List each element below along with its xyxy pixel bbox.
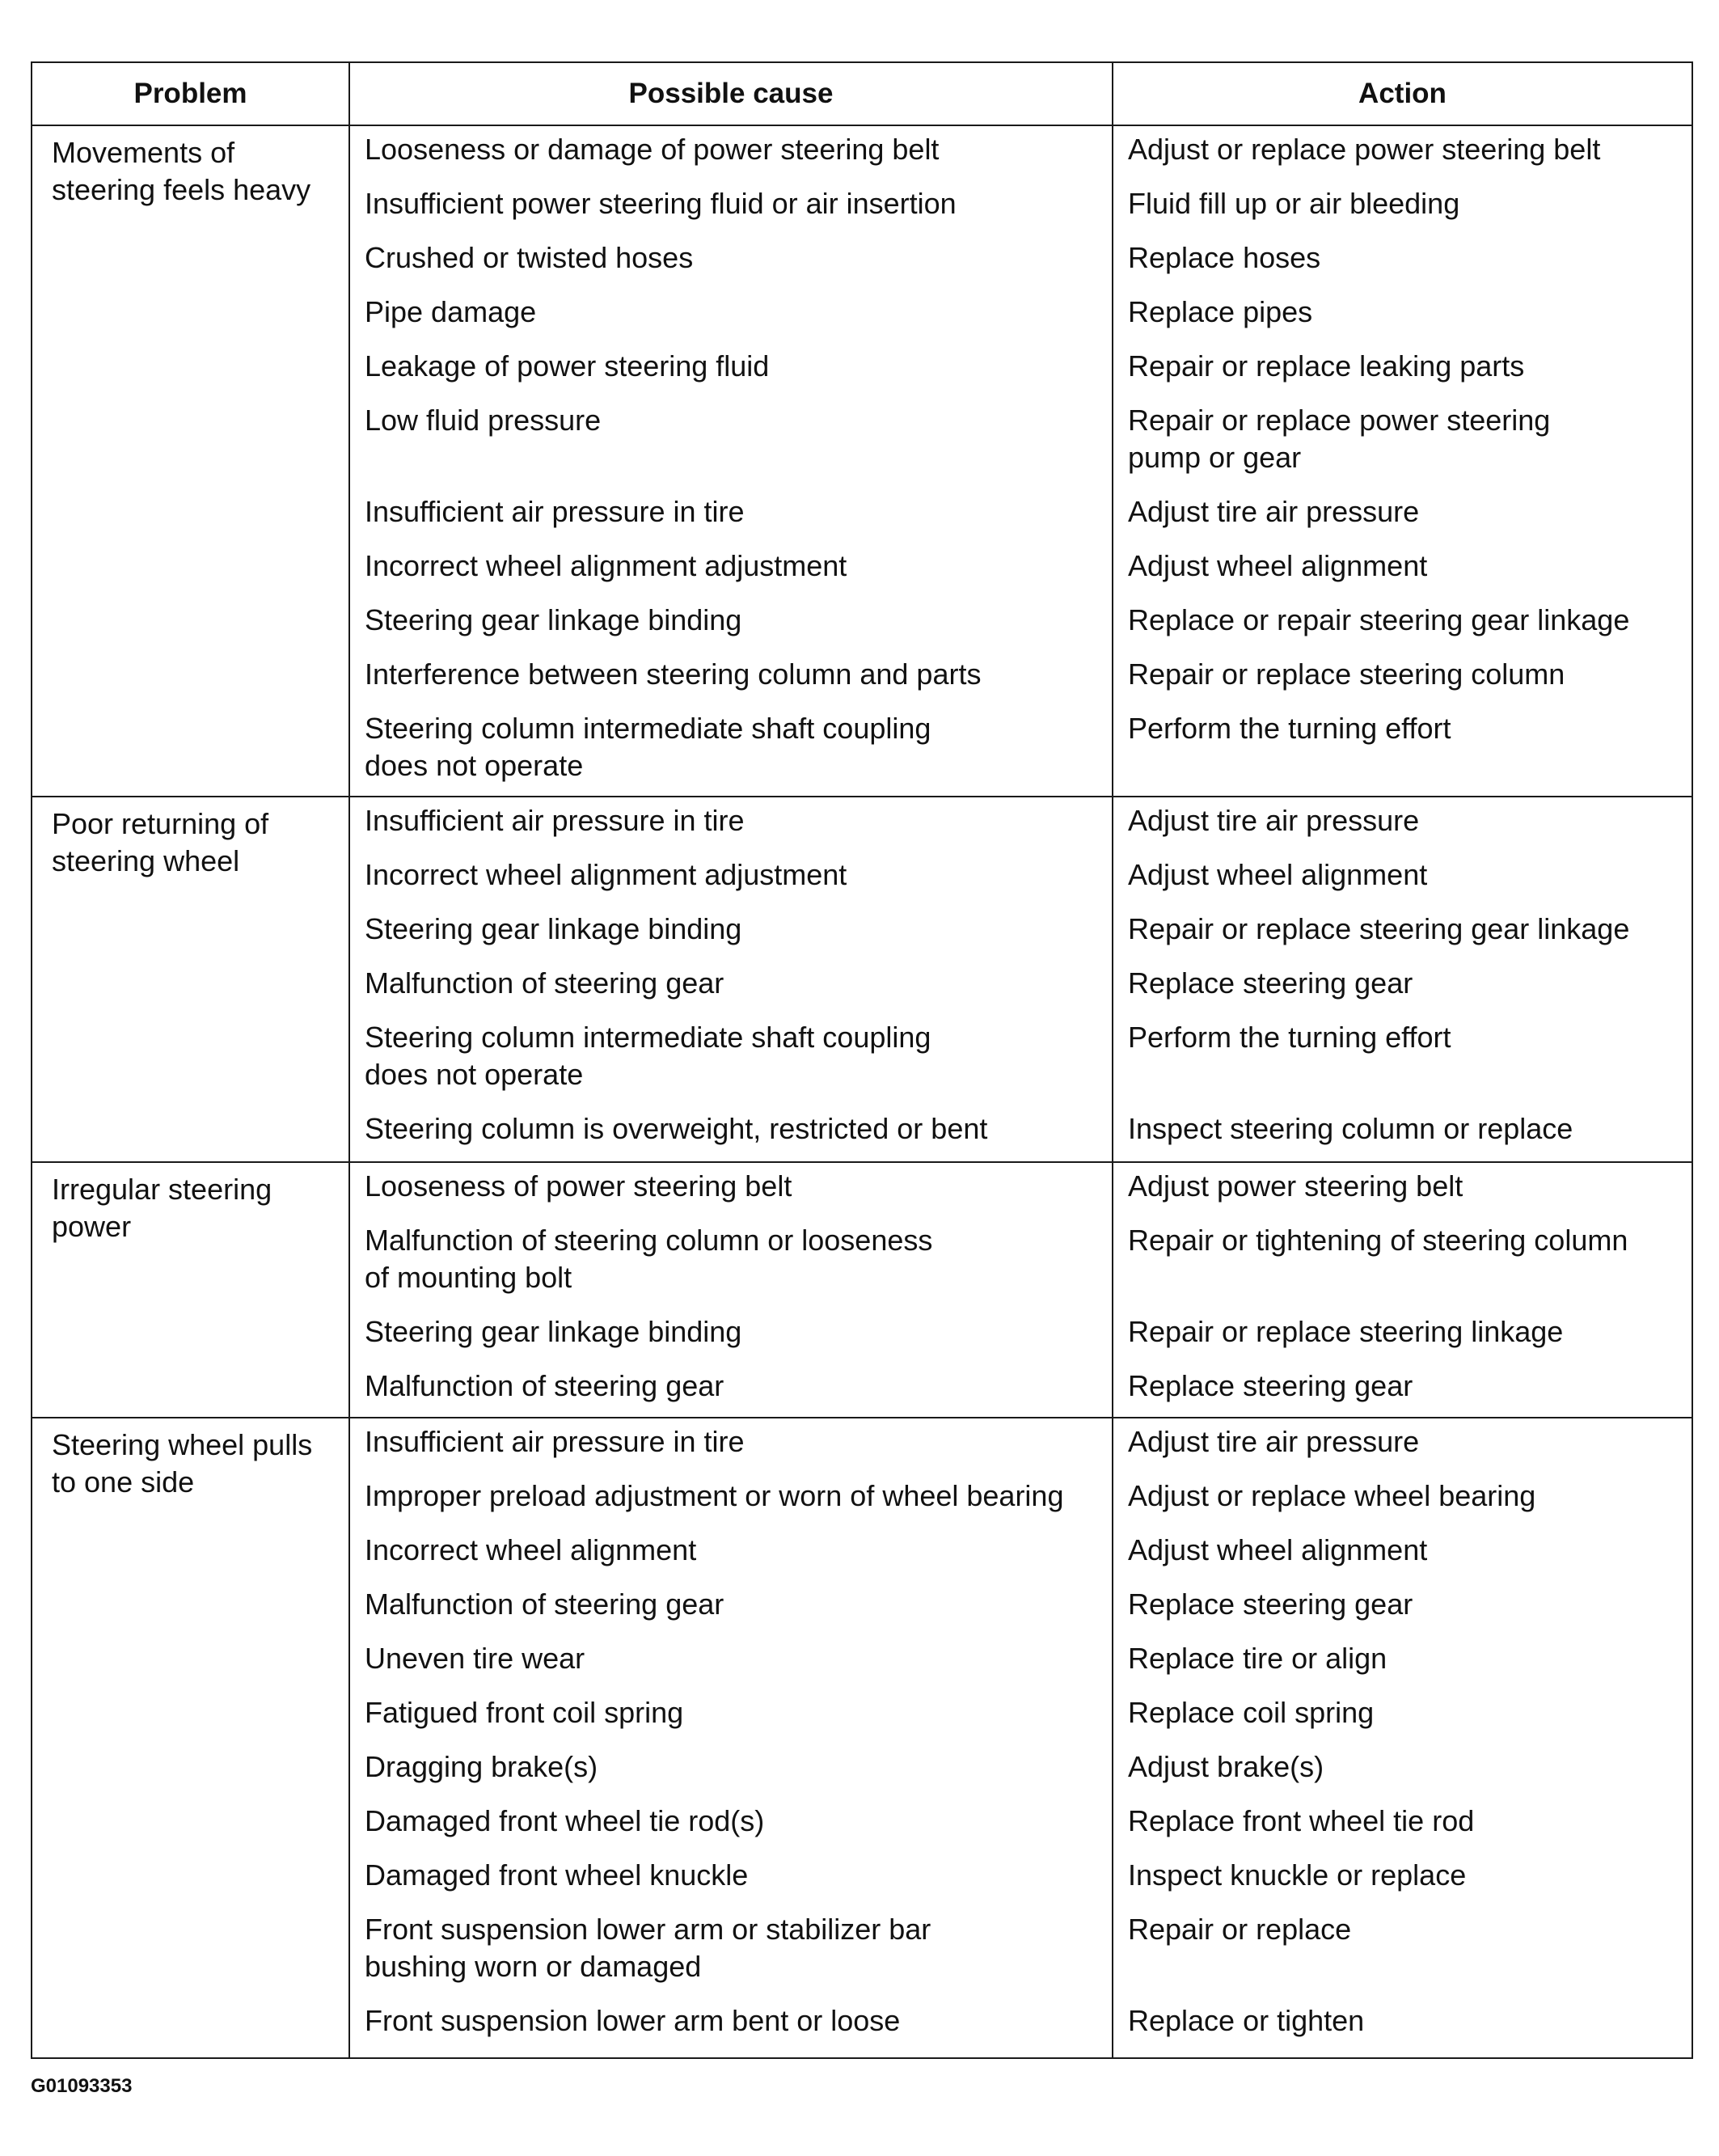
action-item: Adjust brake(s) xyxy=(1128,1750,1324,1783)
cause-item: Malfunction of steering gear xyxy=(365,1369,724,1402)
action-item: Repair or replace power steering pump or gear xyxy=(1128,404,1551,474)
header-possible-cause: Possible cause xyxy=(349,62,1113,125)
action-item: Repair or replace steering gear linkage xyxy=(1128,912,1630,945)
action-item: Replace pipes xyxy=(1128,295,1313,328)
action-item: Repair or replace leaking parts xyxy=(1128,349,1525,383)
cause-item: Uneven tire wear xyxy=(365,1642,585,1675)
action-item: Replace steering gear xyxy=(1128,966,1413,1000)
cause-item: Malfunction of steering column or looseness of mounting bolt xyxy=(365,1224,933,1294)
cause-item: Leakage of power steering fluid xyxy=(365,349,770,383)
cause-item: Insufficient power steering fluid or air insertion xyxy=(365,187,957,220)
cause-item: Incorrect wheel alignment adjustment xyxy=(365,549,847,582)
cause-item: Steering column intermediate shaft coupling does not operate xyxy=(365,1021,931,1091)
header-row xyxy=(32,62,1692,125)
action-item: Perform the turning effort xyxy=(1128,712,1451,745)
action-item: Replace tire or align xyxy=(1128,1642,1387,1675)
action-item: Replace or tighten xyxy=(1128,2004,1365,2037)
group-row-irregular-power xyxy=(32,1162,1692,1418)
action-item: Perform the turning effort xyxy=(1128,1021,1451,1054)
cause-item: Steering column intermediate shaft coupling does not operate xyxy=(365,712,931,782)
cause-cell xyxy=(349,797,1113,1162)
action-item: Repair or replace steering column xyxy=(1128,657,1565,691)
action-item: Repair or replace xyxy=(1128,1913,1352,1946)
action-item: Adjust wheel alignment xyxy=(1128,858,1428,891)
action-item: Replace steering gear xyxy=(1128,1369,1413,1402)
cause-item: Low fluid pressure xyxy=(365,404,602,437)
cause-item: Steering gear linkage binding xyxy=(365,603,742,636)
cause-item: Damaged front wheel knuckle xyxy=(365,1858,749,1892)
action-item: Adjust tire air pressure xyxy=(1128,1425,1420,1458)
problem-cell: Movements of steering feels heavy xyxy=(32,125,349,797)
cause-cell xyxy=(349,1162,1113,1418)
cause-item: Improper preload adjustment or worn of wheel bearing xyxy=(365,1479,1064,1512)
troubleshooting-table xyxy=(31,61,1693,2059)
cause-item: Incorrect wheel alignment xyxy=(365,1533,697,1566)
cause-item: Pipe damage xyxy=(365,295,537,328)
action-item: Fluid fill up or air bleeding xyxy=(1128,187,1460,220)
cause-cell xyxy=(349,125,1113,797)
problem-cell: Irregular steering power xyxy=(32,1162,349,1418)
action-item: Replace coil spring xyxy=(1128,1696,1375,1729)
action-cell xyxy=(1113,1162,1692,1418)
action-item: Adjust or replace power steering belt xyxy=(1128,133,1601,166)
cause-item: Fatigued front coil spring xyxy=(365,1696,684,1729)
cause-item: Interference between steering column and parts xyxy=(365,657,982,691)
table-body xyxy=(32,125,1692,2058)
action-item: Adjust or replace wheel bearing xyxy=(1128,1479,1536,1512)
action-item: Repair or replace steering linkage xyxy=(1128,1315,1564,1348)
group-row-poor-returning xyxy=(32,797,1692,1162)
action-item: Repair or tightening of steering column xyxy=(1128,1224,1628,1257)
action-item: Adjust wheel alignment xyxy=(1128,1533,1428,1566)
problem-cell: Steering wheel pulls to one side xyxy=(32,1418,349,2058)
action-item: Inspect knuckle or replace xyxy=(1128,1858,1467,1892)
action-item: Replace hoses xyxy=(1128,241,1321,274)
action-item: Adjust wheel alignment xyxy=(1128,549,1428,582)
cause-cell xyxy=(349,1418,1113,2058)
action-cell xyxy=(1113,1418,1692,2058)
header-action: Action xyxy=(1113,62,1692,125)
figure-code: G01093353 xyxy=(31,2075,133,2097)
cause-item: Insufficient air pressure in tire xyxy=(365,804,745,837)
cause-item: Looseness or damage of power steering belt xyxy=(365,133,940,166)
cause-item: Steering gear linkage binding xyxy=(365,912,742,945)
cause-item: Front suspension lower arm or stabilizer bar bushing worn or damaged xyxy=(365,1913,931,1983)
action-item: Adjust tire air pressure xyxy=(1128,804,1420,837)
cause-item: Malfunction of steering gear xyxy=(365,966,724,1000)
problem-cell: Poor returning of steering wheel xyxy=(32,797,349,1162)
action-item: Replace or repair steering gear linkage xyxy=(1128,603,1630,636)
cause-item: Steering gear linkage binding xyxy=(365,1315,742,1348)
action-item: Adjust tire air pressure xyxy=(1128,495,1420,528)
group-row-pulls-to-side xyxy=(32,1418,1692,2058)
cause-item: Insufficient air pressure in tire xyxy=(365,495,745,528)
action-item: Replace steering gear xyxy=(1128,1587,1413,1621)
cause-item: Malfunction of steering gear xyxy=(365,1587,724,1621)
cause-item: Looseness of power steering belt xyxy=(365,1169,792,1203)
action-item: Adjust power steering belt xyxy=(1128,1169,1463,1203)
action-cell xyxy=(1113,797,1692,1162)
action-cell xyxy=(1113,125,1692,797)
header-problem: Problem xyxy=(32,62,349,125)
table-header xyxy=(32,62,1692,125)
cause-item: Insufficient air pressure in tire xyxy=(365,1425,745,1458)
cause-item: Damaged front wheel tie rod(s) xyxy=(365,1804,765,1837)
group-row-heavy-steering xyxy=(32,125,1692,797)
cause-item: Crushed or twisted hoses xyxy=(365,241,694,274)
cause-item: Incorrect wheel alignment adjustment xyxy=(365,858,847,891)
cause-item: Front suspension lower arm bent or loose xyxy=(365,2004,901,2037)
cause-item: Steering column is overweight, restricted or bent xyxy=(365,1112,988,1145)
action-item: Replace front wheel tie rod xyxy=(1128,1804,1475,1837)
action-item: Inspect steering column or replace xyxy=(1128,1112,1573,1145)
cause-item: Dragging brake(s) xyxy=(365,1750,598,1783)
